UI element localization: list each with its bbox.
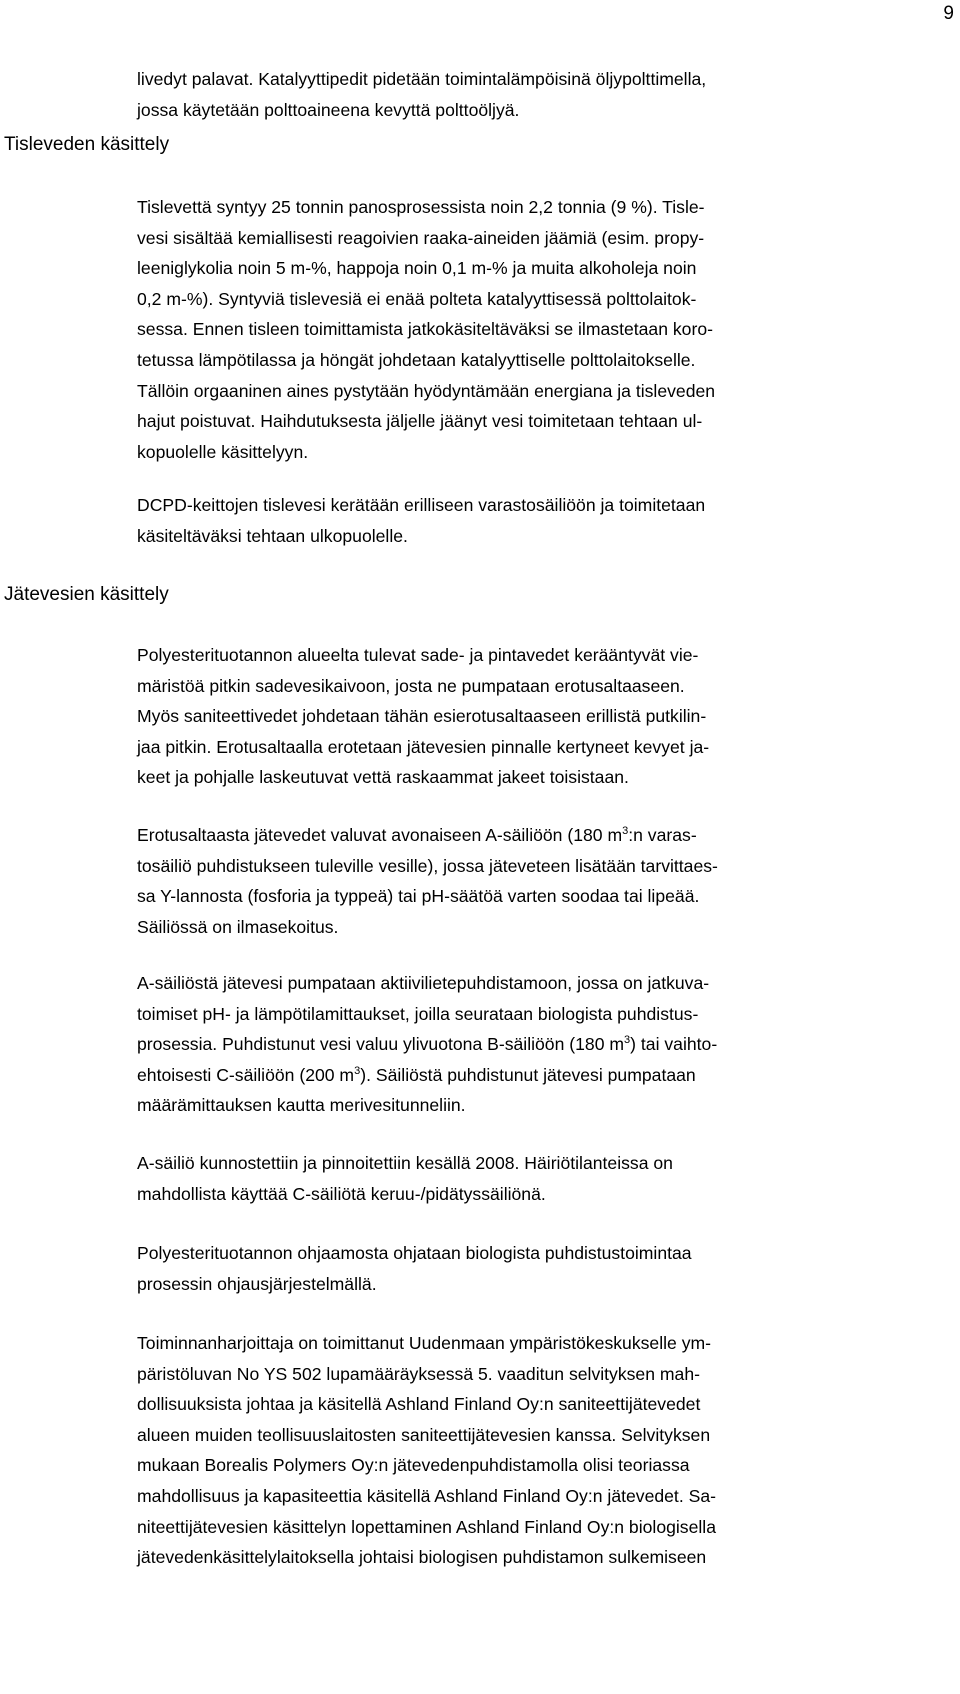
page-number: 9 bbox=[943, 3, 954, 24]
paragraph-aktiiviliete bbox=[137, 968, 887, 1121]
text-line: päristöluvan No YS 502 lupamääräyksessä 5. vaaditun selvityksen mah- bbox=[137, 1363, 700, 1384]
paragraph-kunnostus bbox=[137, 1148, 887, 1209]
text-fragment: :n varas- bbox=[628, 825, 697, 845]
text-line: Tislevettä syntyy 25 tonnin panosprosessista noin 2,2 tonnia (9 %). Tisle- bbox=[137, 197, 705, 217]
text-line bbox=[137, 820, 887, 851]
superscript: 3 bbox=[354, 1064, 361, 1077]
text-fragment: ehtoisesti C-säiliöön (200 m bbox=[137, 1064, 355, 1085]
paragraph-ymparistolupa bbox=[137, 1328, 887, 1573]
text-line: vesi sisältää kemiallisesti reagoivien raaka-aineiden jäämiä (esim. propy- bbox=[137, 227, 705, 248]
text-line: jossa käytetään polttoaineena kevyttä polttoöljyä. bbox=[137, 99, 520, 120]
text-line: alueen muiden teollisuuslaitosten saniteettijätevesien kanssa. Selvityksen bbox=[137, 1424, 711, 1445]
text-line: 0,2 m-%). Syntyviä tislevesiä ei enää polteta katalyyttisessä polttolaitok- bbox=[137, 288, 697, 309]
text-fragment: ). Säiliöstä puhdistunut jätevesi pumpataan bbox=[360, 1064, 696, 1085]
paragraph-sadevedet bbox=[137, 640, 887, 793]
section-heading-tisleveden-kasittely: Tisleveden käsittely bbox=[4, 134, 170, 155]
text-line: hajut poistuvat. Haihdutuksesta jäljelle jäänyt vesi toimitetaan tehtaan ul- bbox=[137, 411, 703, 432]
text-line: tetussa lämpötilassa ja höngät johdetaan katalyyttiselle polttolaitokselle. bbox=[137, 349, 696, 370]
text-line: tosäiliö puhdistukseen tuleville vesille), jossa jäteveteen lisätään tarvittaes- bbox=[137, 855, 718, 876]
text-line: Polyesterituotannon ohjaamosta ohjataan biologista puhdistustoimintaa bbox=[137, 1243, 692, 1263]
text-line: DCPD-keittojen tislevesi kerätään erilliseen varastosäiliöön ja toimitetaan bbox=[137, 495, 706, 515]
text-line: Polyesterituotannon alueelta tulevat sade- ja pintavedet kerääntyvät vie- bbox=[137, 645, 699, 665]
paragraph-erotusallas bbox=[137, 820, 887, 942]
text-line: keet ja pohjalle laskeutuvat vettä raskaammat jakeet toisistaan. bbox=[137, 767, 629, 788]
paragraph-dcpd bbox=[137, 490, 887, 551]
paragraph-tislevesi bbox=[137, 192, 887, 467]
text-line: A-säiliö kunnostettiin ja pinnoitettiin kesällä 2008. Häiriötilanteissa on bbox=[137, 1153, 673, 1173]
text-line: sessa. Ennen tisleen toimittamista jatkokäsiteltäväksi se ilmastetaan koro- bbox=[137, 319, 713, 340]
text-line: prosessin ohjausjärjestelmällä. bbox=[137, 1273, 377, 1294]
paragraph-ohjaamo bbox=[137, 1238, 887, 1299]
text-fragment: prosessia. Puhdistunut vesi valuu ylivuotona B-säiliöön (180 m bbox=[137, 1034, 625, 1055]
text-line: Toiminnanharjoittaja on toimittanut Uudenmaan ympäristökeskukselle ym- bbox=[137, 1333, 712, 1353]
section-heading-jatevesien-kasittely: Jätevesien käsittely bbox=[4, 584, 169, 605]
text-line: jätevedenkäsittelylaitoksella johtaisi biologisen puhdistamon sulkemiseen bbox=[137, 1547, 707, 1568]
superscript: 3 bbox=[622, 825, 629, 837]
text-fragment: Erotusaltaasta jätevedet valuvat avonaiseen A-säiliöön (180 m bbox=[137, 825, 623, 845]
text-line: mahdollisuus ja kapasiteettia käsitellä Ashland Finland Oy:n jätevedet. Sa- bbox=[137, 1485, 716, 1506]
text-line: niteettijätevesien käsittelyn lopettaminen Ashland Finland Oy:n biologisella bbox=[137, 1516, 716, 1537]
paragraph-continuation bbox=[137, 64, 887, 125]
text-line: kopuolelle käsittelyyn. bbox=[137, 441, 309, 462]
text-line: Säiliössä on ilmasekoitus. bbox=[137, 916, 339, 937]
text-fragment: ) tai vaihto- bbox=[630, 1034, 718, 1055]
text-line: leeniglykolia noin 5 m-%, happoja noin 0,1 m-% ja muita alkoholeja noin bbox=[137, 258, 697, 279]
text-line: mahdollista käyttää C-säiliötä keruu-/pidätyssäiliönä. bbox=[137, 1183, 546, 1204]
text-line: määrämittauksen kautta merivesitunneliin. bbox=[137, 1095, 466, 1116]
text-line: toimiset pH- ja lämpötilamittaukset, joilla seurataan biologista puhdistus- bbox=[137, 1003, 699, 1024]
text-line: märistöä pitkin sadevesikaivoon, josta ne pumpataan erotusaltaaseen. bbox=[137, 675, 685, 696]
text-line bbox=[137, 1029, 887, 1060]
text-line: livedyt palavat. Katalyyttipedit pidetään toimintalämpöisinä öljypolttimella, bbox=[137, 69, 707, 89]
text-line: mukaan Borealis Polymers Oy:n jätevedenpuhdistamolla olisi teoriassa bbox=[137, 1455, 690, 1476]
text-line: sa Y-lannosta (fosforia ja typpeä) tai pH-säätöä varten soodaa tai lipeää. bbox=[137, 886, 700, 907]
text-line: jaa pitkin. Erotusaltaalla erotetaan jätevesien pinnalle kertyneet kevyet ja- bbox=[137, 736, 710, 757]
text-line: käsiteltäväksi tehtaan ulkopuolelle. bbox=[137, 525, 408, 546]
superscript: 3 bbox=[624, 1034, 631, 1047]
text-line bbox=[137, 1060, 887, 1091]
text-line: Tällöin orgaaninen aines pystytään hyödyntämään energiana ja tisleveden bbox=[137, 380, 716, 401]
text-line: dollisuuksista johtaa ja käsitellä Ashland Finland Oy:n saniteettijätevedet bbox=[137, 1394, 701, 1415]
text-line: Myös saniteettivedet johdetaan tähän esierotusaltaaseen erillistä putkilin- bbox=[137, 706, 707, 727]
text-line: A-säiliöstä jätevesi pumpataan aktiivilietepuhdistamoon, jossa on jatkuva- bbox=[137, 973, 710, 993]
